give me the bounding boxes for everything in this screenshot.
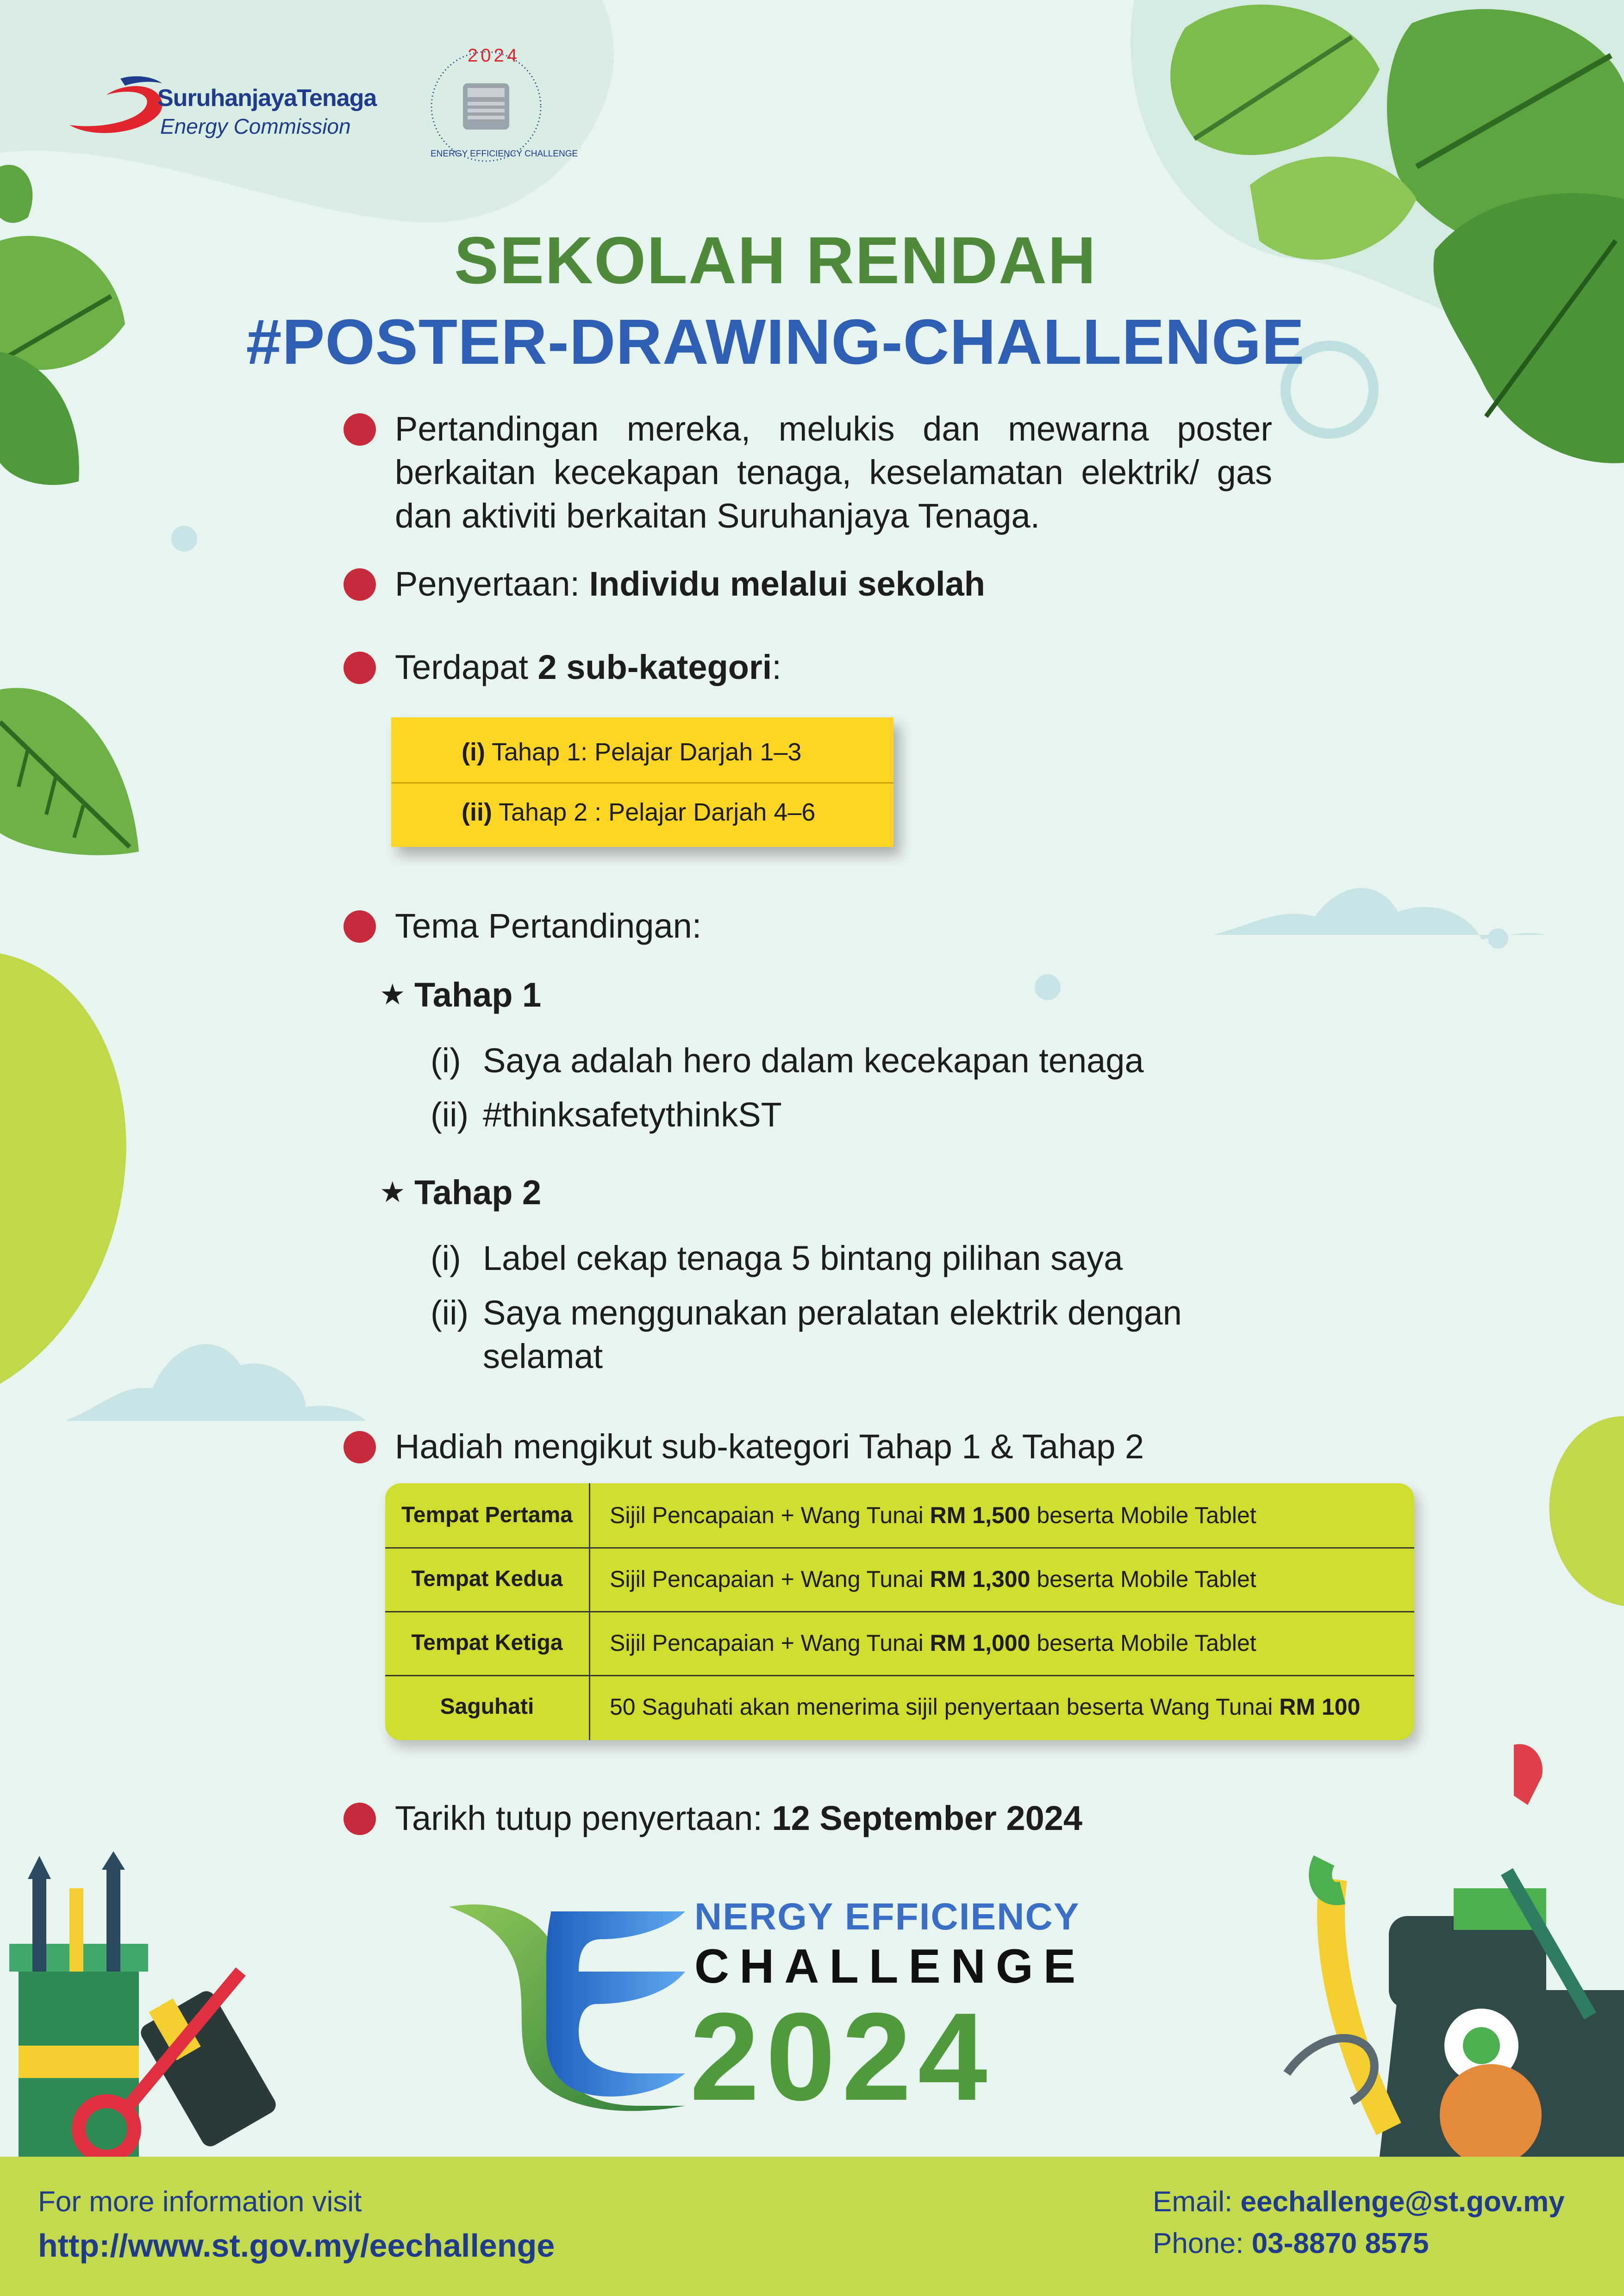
bullet-prizes-heading: Hadiah mengikut sub-kategori Tahap 1 & Tahap 2 [395, 1427, 1144, 1466]
page-title-level: SEKOLAH RENDAH [454, 223, 1097, 298]
closing-date-value: 12 September 2024 [772, 1799, 1083, 1837]
bullet-icon [344, 1803, 376, 1835]
lime-halfcircle-left [0, 953, 126, 1384]
page-title-challenge: #POSTER-DRAWING-CHALLENGE [246, 306, 1305, 378]
prize-place: Tempat Ketiga [411, 1630, 563, 1655]
table-row [385, 1483, 1414, 1547]
swoosh-icon [65, 69, 171, 139]
prize-text: Sijil Pencapaian + Wang Tunai [610, 1630, 930, 1656]
badge-text: ENERGY EFFICIENCY CHALLENGE [431, 149, 578, 159]
bullet-icon [344, 568, 376, 601]
prize-description [610, 1483, 1256, 1547]
subcategory-text: Tahap 2 : Pelajar Darjah 4–6 [492, 798, 816, 826]
ee-logo-line2: CHALLENGE [694, 1940, 1086, 1993]
theme-item-number: (ii) [431, 1294, 469, 1332]
theme-item-text: Label cekap tenaga 5 bintang pilihan saya [483, 1239, 1123, 1277]
theme-item-text: #thinksafetythinkST [483, 1095, 782, 1134]
subcategory-row [391, 722, 893, 782]
subcategory-row [391, 782, 893, 842]
footer-email [1153, 2185, 1565, 2218]
subcategories-label: Terdapat [395, 648, 538, 686]
badge-year: 2024 [468, 45, 520, 66]
prize-description [610, 1611, 1256, 1675]
table-row [385, 1675, 1414, 1739]
participation-value: Individu melalui sekolah [589, 565, 985, 603]
ee-logo-year: 2024 [690, 1987, 994, 2127]
footer-url-link[interactable]: http://www.st.gov.my/eechallenge [38, 2228, 555, 2264]
bullet-participation [395, 562, 985, 606]
closing-date-label: Tarikh tutup penyertaan: [395, 1799, 772, 1837]
prize-text: Sijil Pencapaian + Wang Tunai [610, 1566, 930, 1592]
prize-table [385, 1483, 1414, 1740]
bullet-icon [344, 413, 376, 446]
theme-item-text: Saya menggunakan peralatan elektrik dengan selamat [483, 1294, 1182, 1375]
bullet-subcategories [395, 646, 781, 689]
leaf-left-middle [0, 688, 139, 855]
bullet-icon [344, 910, 376, 943]
cloud-left [65, 1344, 366, 1421]
theme-level-title: Tahap 2 [414, 1173, 542, 1212]
prize-amount: RM 1,500 [930, 1502, 1031, 1528]
participation-label: Penyertaan: [395, 565, 589, 603]
subcategories-value: 2 sub-kategori [537, 648, 772, 686]
prize-amount: RM 1,300 [930, 1566, 1031, 1592]
prize-place: Tempat Pertama [401, 1503, 573, 1527]
art-supplies-right [1287, 1744, 1624, 2166]
bullet-description: Pertandingan mereka, melukis dan mewarna poster berkaitan kecekapan tenaga, keselamatan elektrik/ gas dan aktiviti berkaitan Suruhanjaya Tenaga. [395, 410, 1272, 535]
prize-amount: RM 1,000 [930, 1630, 1031, 1656]
prize-place: Tempat Kedua [411, 1567, 563, 1591]
prize-text: beserta Mobile Tablet [1030, 1502, 1256, 1528]
phone-value: 03-8870 8575 [1251, 2228, 1429, 2259]
subcategory-box [391, 717, 893, 847]
bullet-theme-heading: Tema Pertandingan: [395, 907, 702, 945]
subcategory-number: (i) [462, 738, 485, 766]
email-link[interactable]: eechallenge@st.gov.my [1240, 2186, 1565, 2218]
table-row [385, 1547, 1414, 1611]
email-label: Email: [1153, 2186, 1241, 2218]
theme-item-number: (i) [431, 1041, 461, 1080]
prize-description [610, 1675, 1360, 1739]
prize-place: Saguhati [440, 1694, 534, 1719]
prize-text: beserta Mobile Tablet [1030, 1566, 1256, 1592]
table-row [385, 1611, 1414, 1675]
dot-left [171, 526, 197, 552]
brand-name: SuruhanjayaTenaga [157, 85, 377, 112]
theme-level-title: Tahap 1 [414, 976, 542, 1014]
footer-phone [1153, 2227, 1429, 2260]
theme-item-number: (i) [431, 1239, 461, 1277]
subcategory-number: (ii) [462, 798, 492, 826]
prize-text: beserta Mobile Tablet [1030, 1630, 1256, 1656]
brand-subtitle: Energy Commission [160, 114, 351, 138]
phone-label: Phone: [1153, 2228, 1252, 2259]
subcategories-suffix: : [772, 648, 781, 686]
footer-info-label: For more information visit [38, 2186, 362, 2218]
art-supplies-left [9, 1851, 279, 2161]
lime-halfcircle-right [1549, 1416, 1624, 1606]
prize-text: Sijil Pencapaian + Wang Tunai [610, 1502, 930, 1528]
bullet-icon [344, 652, 376, 684]
challenge-badge [417, 42, 578, 171]
star-icon: ★ [380, 1176, 406, 1208]
bullet-icon [344, 1431, 376, 1463]
ee-logo-line1: NERGY EFFICIENCY [694, 1896, 1080, 1938]
dot-center [1035, 974, 1061, 1000]
bullet-closing-date [395, 1797, 1082, 1840]
energy-commission-logo [65, 60, 417, 148]
prize-text: 50 Saguhati akan menerima sijil penyertaan beserta Wang Tunai [610, 1694, 1280, 1720]
prize-description [610, 1547, 1256, 1611]
star-icon: ★ [380, 979, 406, 1011]
theme-item-number: (ii) [431, 1095, 469, 1134]
prize-amount: RM 100 [1279, 1694, 1361, 1720]
subcategory-text: Tahap 1: Pelajar Darjah 1–3 [485, 738, 802, 766]
theme-item-text: Saya adalah hero dalam kecekapan tenaga [483, 1041, 1144, 1080]
footer-bar [0, 2157, 1624, 2296]
dot-right [1488, 928, 1508, 949]
